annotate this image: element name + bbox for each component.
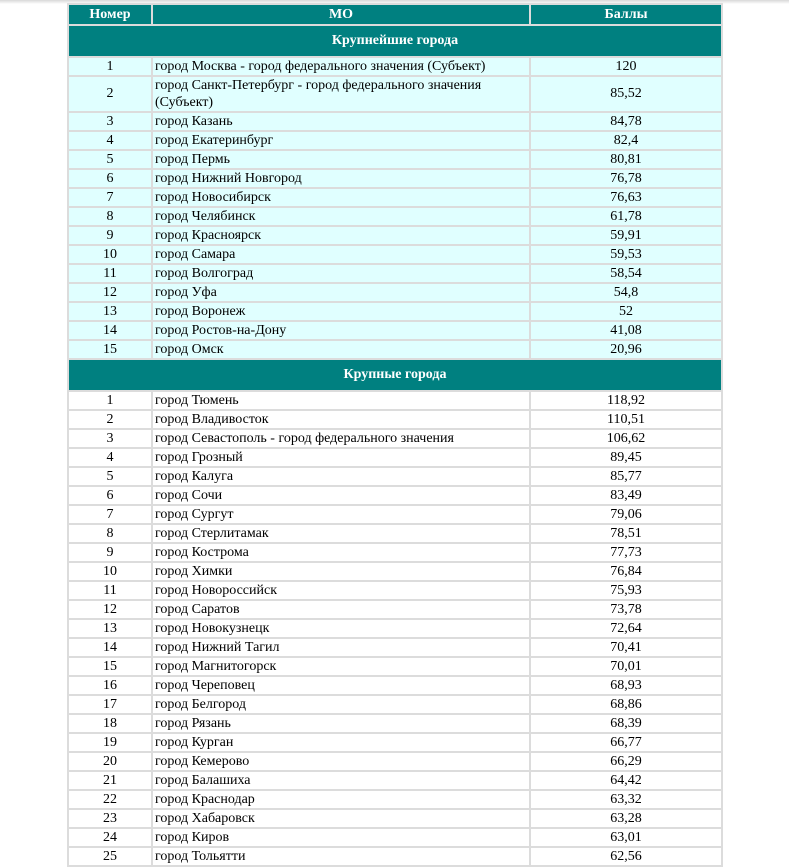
row-mo-name: город Хабаровск xyxy=(153,810,529,827)
row-mo-name: город Красноярск xyxy=(153,227,529,244)
row-score: 68,39 xyxy=(531,715,721,732)
row-number: 7 xyxy=(69,189,151,206)
row-mo-name: город Омск xyxy=(153,341,529,358)
row-number: 1 xyxy=(69,58,151,75)
row-mo-name: город Воронеж xyxy=(153,303,529,320)
row-score: 20,96 xyxy=(531,341,721,358)
row-mo-name: город Магнитогорск xyxy=(153,658,529,675)
row-score: 120 xyxy=(531,58,721,75)
table-row xyxy=(69,208,721,225)
row-score: 76,84 xyxy=(531,563,721,580)
row-score: 76,63 xyxy=(531,189,721,206)
table-row xyxy=(69,77,721,111)
row-mo-name: город Курган xyxy=(153,734,529,751)
table-row xyxy=(69,734,721,751)
row-mo-name: город Екатеринбург xyxy=(153,132,529,149)
row-number: 10 xyxy=(69,246,151,263)
table-row xyxy=(69,525,721,542)
row-score: 79,06 xyxy=(531,506,721,523)
row-number: 2 xyxy=(69,411,151,428)
row-score: 80,81 xyxy=(531,151,721,168)
row-score: 82,4 xyxy=(531,132,721,149)
table-row xyxy=(69,848,721,865)
row-score: 41,08 xyxy=(531,322,721,339)
row-mo-name: город Санкт-Петербург - город федерального значения (Субъект) xyxy=(153,77,529,111)
row-number: 13 xyxy=(69,620,151,637)
row-score: 70,01 xyxy=(531,658,721,675)
row-number: 10 xyxy=(69,563,151,580)
row-number: 23 xyxy=(69,810,151,827)
table-row xyxy=(69,696,721,713)
row-score: 62,56 xyxy=(531,848,721,865)
row-score: 63,28 xyxy=(531,810,721,827)
row-mo-name: город Тольятти xyxy=(153,848,529,865)
row-mo-name: город Тюмень xyxy=(153,392,529,409)
table-row xyxy=(69,113,721,130)
row-number: 6 xyxy=(69,487,151,504)
table-row xyxy=(69,639,721,656)
row-score: 70,41 xyxy=(531,639,721,656)
table-row xyxy=(69,487,721,504)
row-number: 20 xyxy=(69,753,151,770)
table-row xyxy=(69,715,721,732)
row-score: 68,93 xyxy=(531,677,721,694)
row-score: 66,29 xyxy=(531,753,721,770)
row-mo-name: город Череповец xyxy=(153,677,529,694)
row-number: 14 xyxy=(69,322,151,339)
row-number: 7 xyxy=(69,506,151,523)
table-row xyxy=(69,170,721,187)
row-score: 54,8 xyxy=(531,284,721,301)
row-score: 63,32 xyxy=(531,791,721,808)
row-score: 76,78 xyxy=(531,170,721,187)
row-number: 17 xyxy=(69,696,151,713)
row-mo-name: город Калуга xyxy=(153,468,529,485)
row-mo-name: город Пермь xyxy=(153,151,529,168)
table-row xyxy=(69,449,721,466)
row-mo-name: город Москва - город федерального значения (Субъект) xyxy=(153,58,529,75)
table-row xyxy=(69,58,721,75)
row-number: 12 xyxy=(69,284,151,301)
row-score: 64,42 xyxy=(531,772,721,789)
row-score: 77,73 xyxy=(531,544,721,561)
row-mo-name: город Севастополь - город федерального значения xyxy=(153,430,529,447)
row-number: 13 xyxy=(69,303,151,320)
row-mo-name: город Самара xyxy=(153,246,529,263)
column-header-number: Номер xyxy=(69,5,151,24)
row-number: 16 xyxy=(69,677,151,694)
row-score: 85,77 xyxy=(531,468,721,485)
section-title: Крупнейшие города xyxy=(69,26,721,56)
table-row xyxy=(69,601,721,618)
column-header-mo: МО xyxy=(153,5,529,24)
row-number: 2 xyxy=(69,77,151,111)
row-number: 21 xyxy=(69,772,151,789)
header-row xyxy=(69,5,721,24)
row-score: 59,91 xyxy=(531,227,721,244)
row-number: 8 xyxy=(69,525,151,542)
row-number: 3 xyxy=(69,113,151,130)
row-number: 24 xyxy=(69,829,151,846)
row-score: 68,86 xyxy=(531,696,721,713)
row-number: 6 xyxy=(69,170,151,187)
row-mo-name: город Кемерово xyxy=(153,753,529,770)
table-row xyxy=(69,658,721,675)
table-row xyxy=(69,506,721,523)
row-mo-name: город Стерлитамак xyxy=(153,525,529,542)
table-row xyxy=(69,753,721,770)
row-number: 8 xyxy=(69,208,151,225)
table-row xyxy=(69,227,721,244)
section-header-row xyxy=(69,360,721,390)
row-mo-name: город Новороссийск xyxy=(153,582,529,599)
row-mo-name: город Новосибирск xyxy=(153,189,529,206)
row-score: 58,54 xyxy=(531,265,721,282)
row-number: 11 xyxy=(69,582,151,599)
row-mo-name: город Нижний Новгород xyxy=(153,170,529,187)
table-row xyxy=(69,322,721,339)
table-row xyxy=(69,246,721,263)
row-number: 11 xyxy=(69,265,151,282)
row-number: 22 xyxy=(69,791,151,808)
row-number: 4 xyxy=(69,449,151,466)
row-mo-name: город Рязань xyxy=(153,715,529,732)
row-mo-name: город Новокузнецк xyxy=(153,620,529,637)
row-mo-name: город Владивосток xyxy=(153,411,529,428)
row-score: 78,51 xyxy=(531,525,721,542)
table-row xyxy=(69,620,721,637)
row-number: 9 xyxy=(69,544,151,561)
row-score: 59,53 xyxy=(531,246,721,263)
row-number: 1 xyxy=(69,392,151,409)
row-number: 4 xyxy=(69,132,151,149)
row-number: 14 xyxy=(69,639,151,656)
row-number: 3 xyxy=(69,430,151,447)
table-row xyxy=(69,265,721,282)
table-row xyxy=(69,284,721,301)
row-score: 106,62 xyxy=(531,430,721,447)
row-mo-name: город Кострома xyxy=(153,544,529,561)
section-header-row xyxy=(69,26,721,56)
row-number: 15 xyxy=(69,341,151,358)
row-number: 9 xyxy=(69,227,151,244)
row-score: 73,78 xyxy=(531,601,721,618)
table-row xyxy=(69,544,721,561)
row-mo-name: город Волгоград xyxy=(153,265,529,282)
row-score: 89,45 xyxy=(531,449,721,466)
row-mo-name: город Грозный xyxy=(153,449,529,466)
row-mo-name: город Нижний Тагил xyxy=(153,639,529,656)
column-header-score: Баллы xyxy=(531,5,721,24)
row-score: 118,92 xyxy=(531,392,721,409)
row-mo-name: город Белгород xyxy=(153,696,529,713)
row-score: 72,64 xyxy=(531,620,721,637)
rating-table xyxy=(67,3,723,867)
row-mo-name: город Киров xyxy=(153,829,529,846)
row-number: 12 xyxy=(69,601,151,618)
table-row xyxy=(69,132,721,149)
row-score: 85,52 xyxy=(531,77,721,111)
row-mo-name: город Химки xyxy=(153,563,529,580)
row-mo-name: город Ростов-на-Дону xyxy=(153,322,529,339)
table-row xyxy=(69,772,721,789)
row-mo-name: город Сургут xyxy=(153,506,529,523)
row-score: 61,78 xyxy=(531,208,721,225)
table-row xyxy=(69,151,721,168)
row-mo-name: город Казань xyxy=(153,113,529,130)
section-title: Крупные города xyxy=(69,360,721,390)
table-row xyxy=(69,582,721,599)
table-row xyxy=(69,392,721,409)
table-body xyxy=(69,26,721,865)
row-score: 52 xyxy=(531,303,721,320)
row-score: 75,93 xyxy=(531,582,721,599)
table-row xyxy=(69,303,721,320)
row-number: 15 xyxy=(69,658,151,675)
row-number: 19 xyxy=(69,734,151,751)
row-score: 66,77 xyxy=(531,734,721,751)
row-mo-name: город Саратов xyxy=(153,601,529,618)
row-number: 5 xyxy=(69,468,151,485)
table-row xyxy=(69,189,721,206)
table-header xyxy=(69,5,721,24)
table-row xyxy=(69,810,721,827)
row-score: 83,49 xyxy=(531,487,721,504)
table-row xyxy=(69,341,721,358)
table-row xyxy=(69,430,721,447)
table-row xyxy=(69,563,721,580)
row-score: 84,78 xyxy=(531,113,721,130)
table-row xyxy=(69,411,721,428)
row-number: 25 xyxy=(69,848,151,865)
row-score: 63,01 xyxy=(531,829,721,846)
row-score: 110,51 xyxy=(531,411,721,428)
table-row xyxy=(69,791,721,808)
row-mo-name: город Уфа xyxy=(153,284,529,301)
row-mo-name: город Сочи xyxy=(153,487,529,504)
table-row xyxy=(69,468,721,485)
row-number: 5 xyxy=(69,151,151,168)
row-mo-name: город Краснодар xyxy=(153,791,529,808)
row-mo-name: город Балашиха xyxy=(153,772,529,789)
table-row xyxy=(69,677,721,694)
row-number: 18 xyxy=(69,715,151,732)
row-mo-name: город Челябинск xyxy=(153,208,529,225)
